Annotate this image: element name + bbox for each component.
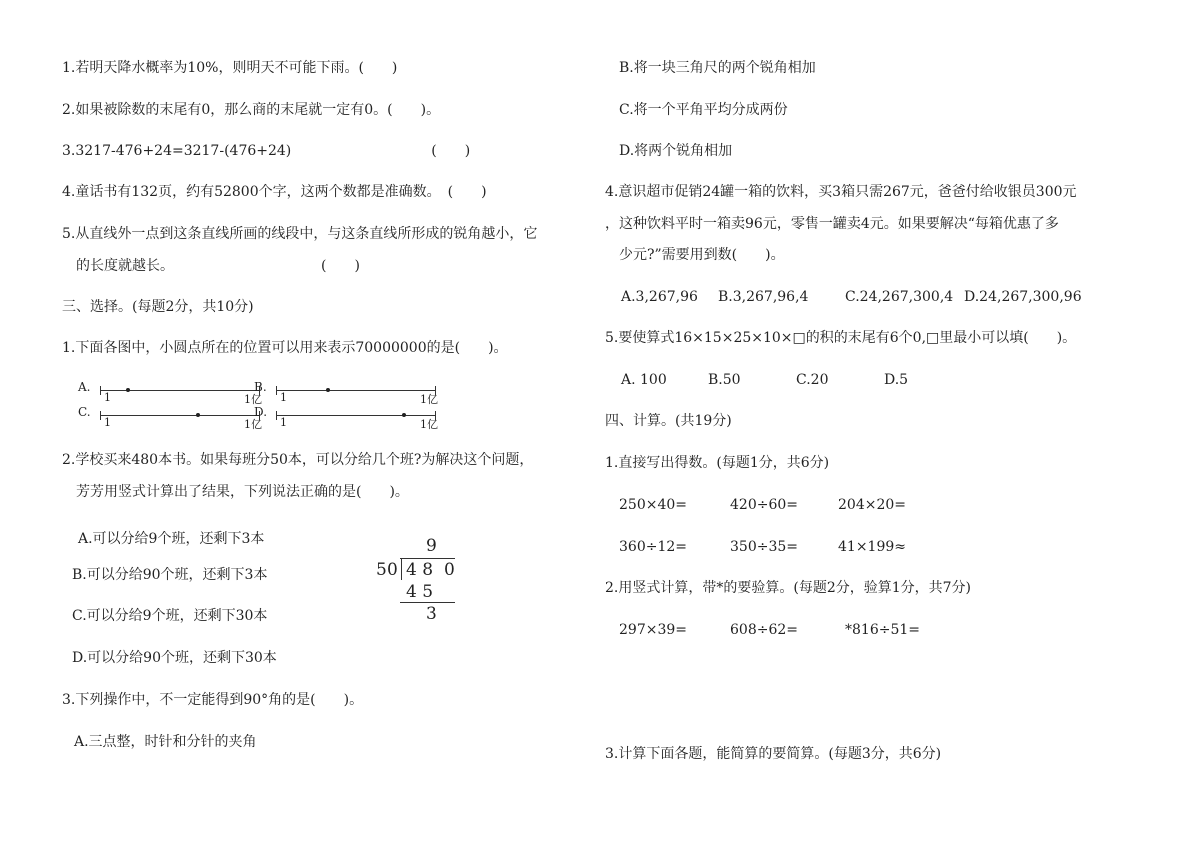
calc-q2: 2.用竖式计算，带*的要验算。(每题2分，验算1分，共7分): [605, 580, 972, 596]
number-line-end: 1亿: [420, 418, 438, 431]
tf-item-1: 1.若明天降水概率为10%，则明天不可能下雨。( ): [62, 60, 398, 76]
tf-item-5: 5.从直线外一点到这条直线所画的线段中，与这条直线所形成的锐角越小，它: [62, 226, 538, 242]
tf-item-2: 2.如果被除数的末尾有0，那么商的末尾就一定有0。( )。: [62, 102, 441, 118]
division-quotient: 9: [426, 536, 437, 556]
number-line-c: [78, 405, 268, 431]
calc-q1-item: 360÷12=: [619, 539, 687, 555]
calc-q2-item: 297×39=: [619, 622, 687, 638]
number-line-d: [254, 405, 444, 431]
number-line-end: 1亿: [244, 393, 262, 406]
division-divisor-crossed: 0: [387, 560, 398, 580]
choice-q2-line2: 芳芳用竖式计算出了结果，下列说法正确的是( )。: [76, 484, 409, 500]
calc-q1-item: 350÷35=: [730, 539, 798, 555]
section-3-heading: 三、选择。(每题2分，共10分): [62, 299, 254, 315]
choice-q2-option-c: C.可以分给9个班，还剩下30本: [72, 608, 268, 624]
choice-q1: 1.下面各图中，小圆点所在的位置可以用来表示70000000的是( )。: [62, 340, 508, 356]
number-line-start: 1: [280, 391, 287, 404]
choice-q2-option-b: B.可以分给90个班，还剩下3本: [72, 567, 268, 583]
division-product: 4 5: [406, 582, 434, 602]
number-line-label: C.: [78, 405, 91, 419]
tf-item-3: 3.3217-476+24=3217-(476+24) ( ): [62, 143, 471, 159]
choice-q4-line2: ，这种饮料平时一箱卖96元，零售一罐卖4元。如果要解决“每箱优惠了多: [605, 216, 1059, 232]
tf-item-5-cont: 的长度就越长。 ( ): [76, 258, 360, 274]
choice-q5-option-c: C.20: [796, 372, 829, 388]
number-line-dot: [402, 413, 406, 417]
number-line-label: B.: [254, 380, 267, 394]
number-line-dot: [126, 388, 130, 392]
division-remainder: 3: [426, 604, 437, 624]
calc-q1-item: 204×20=: [838, 497, 906, 513]
choice-q4-option-c: C.24,267,300,4: [845, 289, 954, 305]
choice-q4-line1: 4.意识超市促销24罐一箱的饮料，买3箱只需267元，爸爸付给收银员300元: [605, 184, 1077, 200]
calc-q2-item: 608÷62=: [730, 622, 798, 638]
number-line-label: D.: [254, 405, 268, 419]
division-divisor: 5: [376, 560, 387, 580]
choice-q5-option-b: B.50: [708, 372, 741, 388]
choice-q3-option-a: A.三点整，时针和分针的夹角: [74, 734, 257, 750]
choice-q3-option-d: D.将两个锐角相加: [619, 143, 733, 159]
choice-q5-option-a: A. 100: [621, 372, 667, 388]
choice-q3-option-c: C.将一个平角平均分成两份: [619, 102, 788, 118]
tf-item-4: 4.童话书有132页，约有52800个字，这两个数都是准确数。 ( ): [62, 184, 487, 200]
calc-q1: 1.直接写出得数。(每题1分，共6分): [605, 455, 830, 471]
choice-q4-option-d: D.24,267,300,96: [964, 289, 1082, 305]
number-line-dot: [196, 413, 200, 417]
choice-q4-line3: 少元?”需要用到数( )。: [619, 247, 785, 263]
choice-q3: 3.下列操作中，不一定能得到90°角的是( )。: [62, 692, 364, 708]
division-dividend-crossed: 0: [444, 560, 455, 580]
calc-q1-item: 250×40=: [619, 497, 687, 513]
number-line-end: 1亿: [420, 393, 438, 406]
number-line-start: 1: [104, 416, 111, 429]
calc-q1-item: 420÷60=: [730, 497, 798, 513]
choice-q2-option-a: A.可以分给9个班，还剩下3本: [78, 531, 265, 547]
number-line-label: A.: [78, 380, 91, 394]
number-line-b: [254, 380, 444, 406]
number-line-a: [78, 380, 268, 406]
choice-q5: 5.要使算式16×15×25×10×□的积的末尾有6个0,□里最小可以填( )。: [605, 330, 1077, 346]
section-4-heading: 四、计算。(共19分): [605, 413, 732, 429]
choice-q3-option-b: B.将一块三角尺的两个锐角相加: [619, 60, 816, 76]
calc-q1-item: 41×199≈: [838, 539, 906, 555]
choice-q2-option-d: D.可以分给90个班，还剩下30本: [72, 650, 277, 666]
calc-q3: 3.计算下面各题，能简算的要简算。(每题3分，共6分): [605, 746, 942, 762]
choice-q2-line1: 2.学校买来480本书。如果每班分50本，可以分给几个班?为解决这个问题，: [62, 452, 534, 468]
calc-q2-item: *816÷51=: [845, 622, 920, 638]
choice-q5-option-d: D.5: [884, 372, 909, 388]
choice-q4-option-a: A.3,267,96: [621, 289, 698, 305]
division-dividend: 4 8: [406, 560, 434, 580]
number-line-end: 1亿: [244, 418, 262, 431]
long-division: [372, 536, 467, 626]
choice-q4-option-b: B.3,267,96,4: [718, 289, 809, 305]
number-line-start: 1: [280, 416, 287, 429]
number-line-start: 1: [104, 391, 111, 404]
number-line-dot: [326, 388, 330, 392]
